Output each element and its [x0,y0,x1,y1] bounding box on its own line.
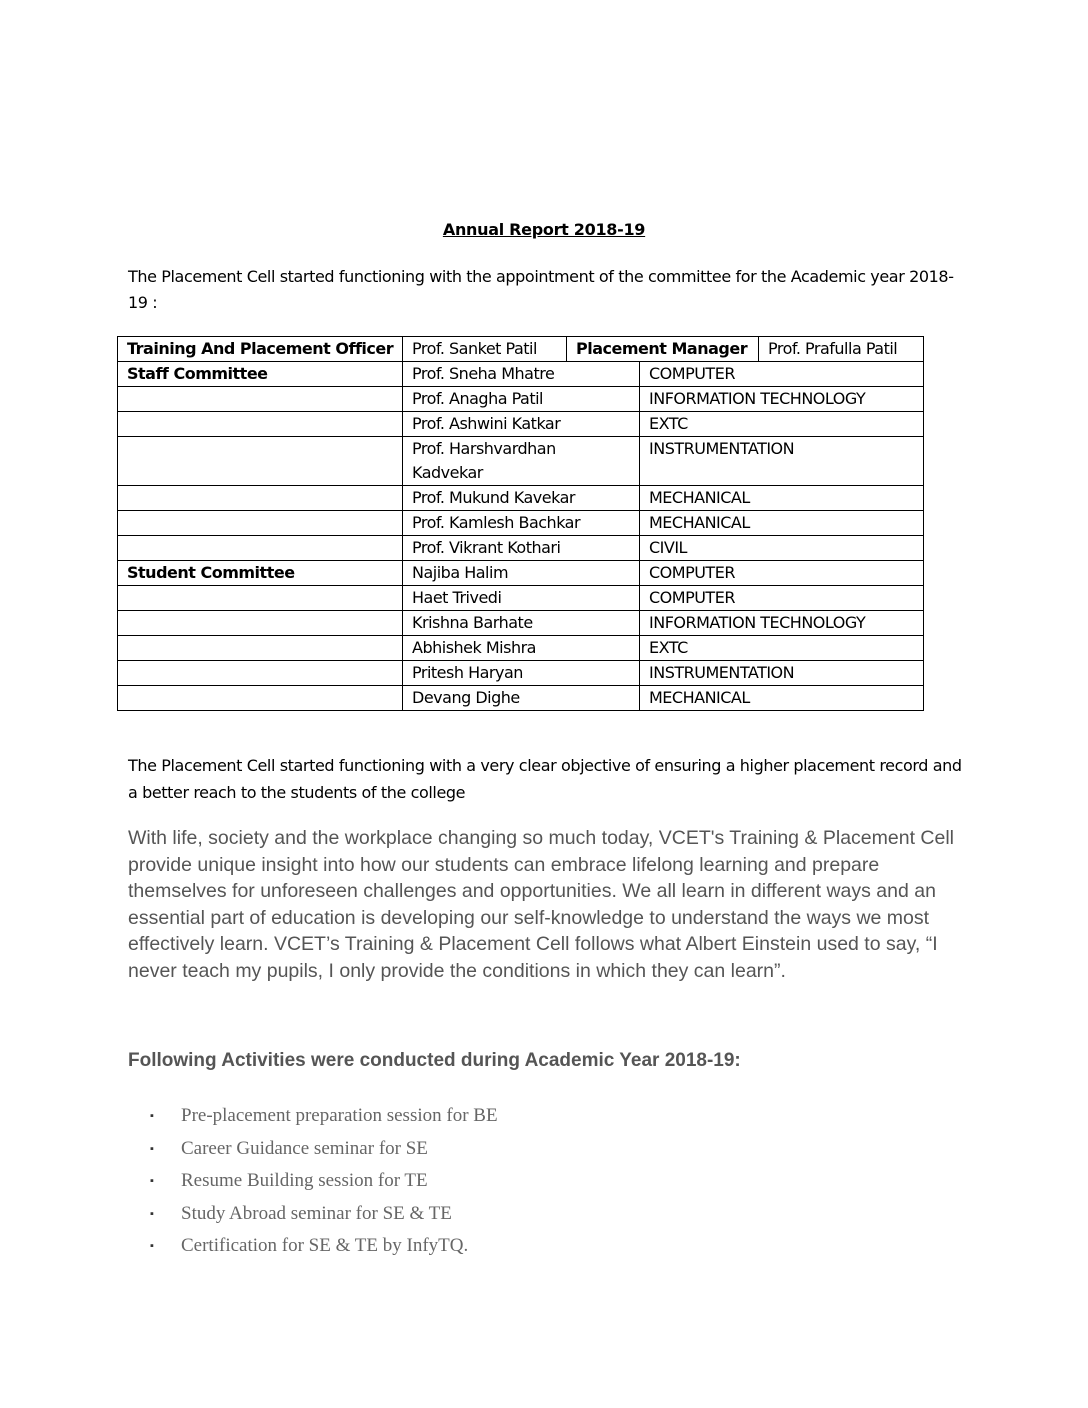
member-name-cell: Devang Dighe [403,686,640,711]
table-row [118,362,924,387]
objective-text: The Placement Cell started functioning with a very clear objective of ensuring a higher placement record and a better reach to the students of the college [128,756,962,802]
table-row [118,536,924,561]
table-row [118,561,924,586]
body-paragraph: With life, society and the workplace changing so much today, VCET's Training & Placement Cell provide unique insight into how our students can embrace lifelong learning and prepare themselves for unforeseen challenges and opportunities. We all learn in different ways and an essential part of education is developing our self-knowledge to understand the ways we most effectively learn. VCET’s Training & Placement Cell follows what Albert Einstein used to say, “I never teach my pupils, I only provide the conditions in which they can learn”. [128,827,954,982]
list-item [150,1230,498,1263]
department-cell: EXTC [640,412,924,437]
department-cell: INFORMATION TECHNOLOGY [640,387,924,412]
placement-manager-label: Placement Manager [567,337,759,361]
role-cell [118,586,403,611]
role-cell [118,387,403,412]
placement-manager-name: Prof. Prafulla Patil [768,339,898,358]
activity-text: Certification for SE & TE by InfyTQ. [181,1235,469,1256]
bullet-icon: ▪ [150,1142,154,1155]
role-cell [118,437,403,486]
bullet-icon: ▪ [150,1207,154,1220]
list-item [150,1165,498,1198]
table-row [118,586,924,611]
role-cell [118,686,403,711]
role-cell: Student Committee [118,561,403,586]
table-row [118,661,924,686]
activity-text: Study Abroad seminar for SE & TE [181,1202,452,1224]
report-title: Annual Report 2018-19 [442,220,646,239]
table-header-row [118,337,924,362]
committee-table [117,336,924,711]
department-cell: COMPUTER [640,561,924,586]
table-row [118,511,924,536]
member-name-cell: Prof. Vikrant Kothari [403,536,640,561]
department-cell: INSTRUMENTATION [640,661,924,686]
table-row [118,437,924,486]
bullet-icon: ▪ [150,1175,154,1187]
role-cell [118,611,403,636]
tpo-name: Prof. Sanket Patil [403,337,567,361]
role-cell [118,412,403,437]
department-cell: MECHANICAL [640,486,924,511]
role-cell [118,636,403,661]
table-row [118,636,924,661]
department-cell: EXTC [640,636,924,661]
member-name-cell: Haet Trivedi [403,586,640,611]
activities-heading: Following Activities were conducted during Academic Year 2018-19: [128,1050,741,1071]
tpo-details [403,337,924,362]
member-name-cell: Prof. Anagha Patil [403,387,640,412]
table-row [118,412,924,437]
department-cell: INSTRUMENTATION [640,437,924,486]
list-item [150,1198,498,1231]
role-cell: Staff Committee [118,362,403,387]
activity-text: Resume Building session for TE [181,1170,428,1191]
list-item [150,1133,498,1166]
activity-text: Pre-placement preparation session for BE [181,1105,498,1126]
department-cell: COMPUTER [640,586,924,611]
bullet-icon: ▪ [150,1240,154,1252]
activities-list [150,1100,498,1263]
table-row [118,486,924,511]
member-name-cell: Najiba Halim [403,561,640,586]
member-name-cell: Abhishek Mishra [403,636,640,661]
member-name-cell: Prof. Harshvardhan Kadvekar [403,437,640,486]
list-item [150,1100,498,1133]
role-cell [118,486,403,511]
department-cell: MECHANICAL [640,511,924,536]
member-name-cell: Prof. Mukund Kavekar [403,486,640,511]
tpo-label: Training And Placement Officer [118,337,403,362]
table-row [118,611,924,636]
department-cell: MECHANICAL [640,686,924,711]
member-name-cell: Krishna Barhate [403,611,640,636]
table-row [118,387,924,412]
table-row [118,686,924,711]
member-name-cell: Prof. Ashwini Katkar [403,412,640,437]
member-name-cell: Prof. Kamlesh Bachkar [403,511,640,536]
department-cell: INFORMATION TECHNOLOGY [640,611,924,636]
intro-text: The Placement Cell started functioning with the appointment of the committee for the Academic year 2018-19 : [128,267,954,312]
role-cell [118,511,403,536]
bullet-icon: ▪ [150,1110,154,1122]
member-name-cell: Pritesh Haryan [403,661,640,686]
role-cell [118,661,403,686]
department-cell: CIVIL [640,536,924,561]
department-cell: COMPUTER [640,362,924,387]
role-cell [118,536,403,561]
activity-text: Career Guidance seminar for SE [181,1137,428,1159]
member-name-cell: Prof. Sneha Mhatre [403,362,640,387]
